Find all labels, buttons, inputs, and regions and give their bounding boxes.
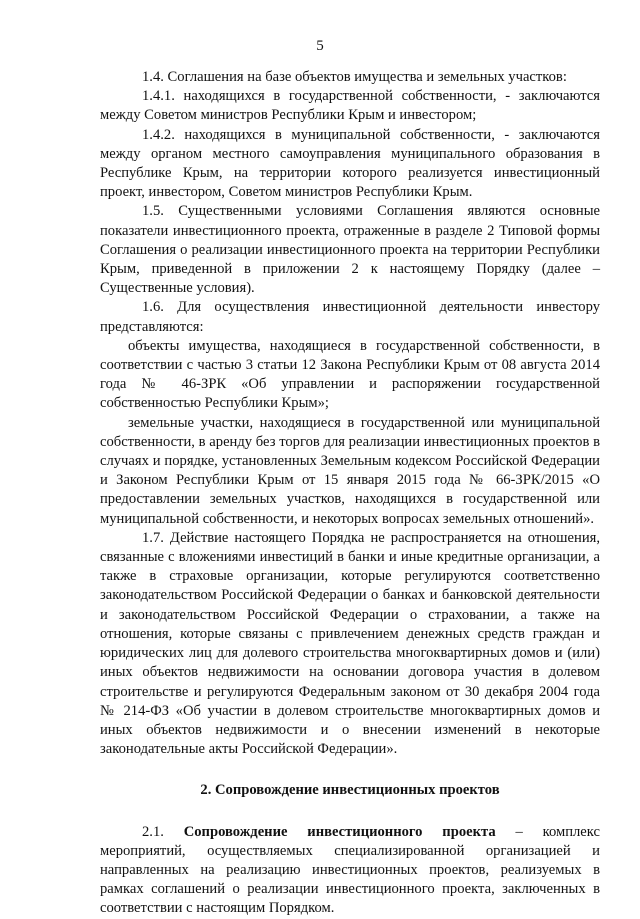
paragraph-2-1-definition: – комплекс мероприятий, осуществляемых специализированной организацией и направленных на реализацию инвестиционных проектов, реализуемых в рамках соглашений о реализации инвестиционного проекта, заключенных в соответствии с настоящим Порядком. [100, 823, 600, 917]
paragraph-2-1 [100, 823, 600, 919]
document-body [100, 68, 600, 919]
paragraph-1-6-item-land: земельные участки, находящиеся в государственной или муниципальной собственности, в аренду без торгов для реализации инвестиционных проектов в случаях и порядке, установленных Земельным кодексом Российской Федерации и Законом Республики Крым от 15 января 2015 года № 66-ЗРК/2015 «О предоставлении земельных участков, находящихся в государственной или муниципальной собственности, и некоторых вопросах земельных отношений». [100, 414, 600, 527]
paragraph-1-6: 1.6. Для осуществления инвестиционной деятельности инвестору представляются: [100, 299, 600, 335]
paragraph-1-4: 1.4. Соглашения на базе объектов имущества и земельных участков: [142, 69, 567, 85]
paragraph-2-1-term: Сопровождение инвестиционного проекта [183, 823, 496, 840]
paragraph-2-1-number: 2.1. [142, 823, 184, 840]
paragraph-1-5: 1.5. Существенными условиями Соглашения являются основные показатели инвестиционного проекта, отраженные в разделе 2 Типовой формы Соглашения о реализации инвестиционного проекта на территории Республики Крым, приведенной в приложении 2 к настоящему Порядку (далее – Существенные условия). [100, 203, 600, 297]
paragraph-1-7: 1.7. Действие настоящего Порядка не распространяется на отношения, связанные с вложениями инвестиций в банки и иные кредитные организации, а также в страховые организации, которые регулируются соответственно законодательством Российской Федерации о банках и банковской деятельности и законодательством Российской Федерации о страховании, а также на отношения, которые связаны с привлечением денежных средств граждан и юридических лиц для долевого строительства многоквартирных домов и (или) иных объектов недвижимости на основании договора участия в долевом строительстве и регулируются Федеральным законом от 30 декабря 2004 года № 214-ФЗ «Об участии в долевом строительстве многоквартирных домов и иных объектов недвижимости и о внесении изменений в некоторые законодательные акты Российской Федерации». [100, 529, 600, 758]
paragraph-1-4-1: 1.4.1. находящихся в государственной собственности, - заключаются между Советом министров Республики Крым и инвестором; [100, 88, 600, 124]
page-number: 5 [316, 38, 324, 54]
paragraph-1-4-2: 1.4.2. находящихся в муниципальной собственности, - заключаются между органом местного самоуправления муниципального образования в Республике Крым, на территории которого реализуется инвестиционный проект, инвестором, Советом министров Республики Крым. [100, 126, 600, 201]
section-2-heading: 2. Сопровождение инвестиционных проектов [200, 782, 500, 799]
paragraph-1-6-item-property: объекты имущества, находящиеся в государственной собственности, в соответствии с частью 3 статьи 12 Закона Республики Крым от 08 августа 2014 года № 46-ЗРК «Об управлении и распоряжении государственной собственностью Республики Крым»; [100, 337, 600, 412]
